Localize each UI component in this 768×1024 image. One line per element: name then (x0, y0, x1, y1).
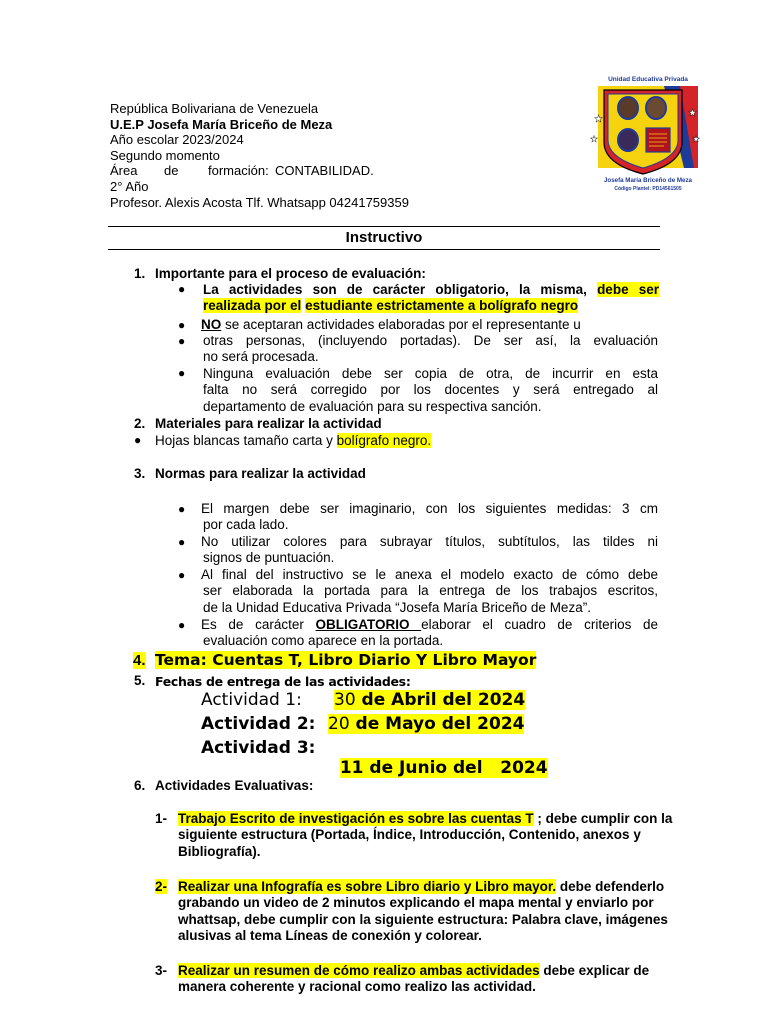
subject-value: CONTABILIDAD. (275, 163, 374, 179)
section-6-heading: Actividades Evaluativas: (155, 778, 314, 793)
subject-label-formacion: formación: (208, 163, 269, 179)
s3-bullet-2: No utilizar colores para subrayar títulos, subtítulos, las tildes ni signos de puntuación. (201, 534, 658, 566)
activity-item-2: Realizar una Infografía es sobre Libro diario y Libro mayor. debe defenderlo grabando un video de 2 minutos explicando el mapa mental y enviarlo por whattsap, debe cumplir con la siguiente estructura: Palabra clave, imágenes alusivas al tema Líneas de conexión y colorear. (178, 879, 668, 943)
activity-2-date: 20 de Mayo del 2024 (328, 714, 525, 734)
section-5-number: 5. (134, 673, 146, 688)
grade-line: 2° Año (110, 178, 149, 194)
section-1-heading: Importante para el proceso de evaluación: (155, 266, 426, 281)
s3-bullet-4: Es de carácter OBLIGATORIO elaborar el cuadro de criterios de evaluación como aparece en la portada. (201, 617, 659, 649)
section-1-number: 1. (134, 266, 146, 281)
svg-text:★: ★ (590, 134, 599, 144)
section-2-number: 2. (134, 416, 146, 431)
teacher-line: Profesor. Alexis Acosta Tlf. Whatsapp 04241759359 (110, 194, 409, 210)
bullet-dot: ● (178, 282, 186, 296)
s3-bullet-3: Al final del instructivo se le anexa el modelo exacto de cómo debe ser elaborada la portada para la entrega de los trabajos escritos, de la Unidad Educativa Privada “Josefa María Briceño de Meza”. (201, 567, 658, 615)
s1-bullet-1: La actividades son de carácter obligatorio, la misma, debe ser realizada por el estudiante estrictamente a bolígrafo negro (203, 282, 659, 314)
logo-code-text: Código Plantel: PD14561505 (614, 186, 682, 192)
bullet-dot: ● (178, 618, 186, 632)
activity-item-1-number: 1- (155, 811, 168, 826)
title-top-rule (108, 226, 660, 227)
activity-1-label: Actividad 1: (201, 690, 302, 710)
activity-item-3: Realizar un resumen de cómo realizo ambas actividades debe explicar de manera coherente y racional como realizo las actividad. (178, 963, 650, 995)
activity-item-1: Trabajo Escrito de investigación es sobre las cuentas T ; debe cumplir con la siguiente estructura (Portada, Índice, Introducción, Contenido, anexos y Bibliografía). (178, 811, 673, 859)
bullet-dot: ● (178, 366, 186, 380)
subject-label-de: de (164, 163, 179, 179)
s1-bullet-4: Ninguna evaluación debe ser copia de otra, de incurrir en esta falta no será corregido por los docentes y será entregado al departamento de evaluación para su respectiva sanción. (203, 366, 658, 414)
svg-text:★: ★ (692, 134, 701, 144)
activity-2-label: Actividad 2: (201, 714, 316, 734)
activity-3-label: Actividad 3: (201, 738, 316, 758)
logo-top-text: Unidad Educativa Privada (608, 76, 688, 83)
activity-1-date: 30 de Abril del 2024 (334, 690, 526, 710)
s3-bullet-1: El margen debe ser imaginario, con los siguientes medidas: 3 cm por cada lado. (201, 501, 658, 533)
subject-label-area: Área (110, 163, 138, 179)
bullet-dot: ● (134, 433, 142, 447)
subject-line (110, 163, 409, 179)
section-3-number: 3. (134, 466, 146, 481)
section-3-heading: Normas para realizar la actividad (155, 466, 366, 481)
s1-bullet-3: otras personas, (incluyendo portadas). De ser así, la evaluación no será procesada. (203, 333, 658, 365)
section-2-heading: Materiales para realizar la actividad (155, 416, 382, 431)
logo-name-text: Josefa María Briceño de Meza (603, 177, 693, 184)
bullet-dot: ● (178, 535, 186, 549)
school-shield-emblem (584, 72, 712, 202)
document-header (110, 101, 409, 210)
term-line: Segundo momento (110, 147, 220, 163)
svg-text:★: ★ (688, 108, 697, 119)
school-year-line: Año escolar 2023/2024 (110, 132, 244, 148)
section-5-heading: Fechas de entrega de las actividades: (155, 674, 411, 689)
activity-3-date: 11 de Junio del 2024 (339, 758, 548, 778)
section-4-number: 4. (133, 652, 146, 669)
school-line: U.E.P Josefa María Briceño de Meza (110, 116, 333, 132)
country-line: República Bolivariana de Venezuela (110, 101, 319, 116)
bullet-dot: ● (178, 568, 186, 582)
svg-text:★: ★ (594, 114, 603, 125)
s1-bullet-2: NO se aceptaran actividades elaboradas por el representante u (201, 317, 581, 332)
section-6-number: 6. (134, 778, 146, 793)
document-title: Instructivo (345, 229, 423, 246)
s2-bullet-1: Hojas blancas tamaño carta y bolígrafo negro. (155, 433, 432, 448)
activity-item-2-number: 2- (155, 879, 168, 894)
activity-item-3-number: 3- (155, 963, 168, 978)
title-bottom-rule (108, 249, 660, 250)
bullet-dot: ● (178, 318, 186, 332)
bullet-dot: ● (178, 502, 186, 516)
school-logo (584, 72, 712, 202)
bullet-dot: ● (178, 334, 186, 348)
section-4-topic: Tema: Cuentas T, Libro Diario Y Libro Mayor (155, 651, 537, 669)
